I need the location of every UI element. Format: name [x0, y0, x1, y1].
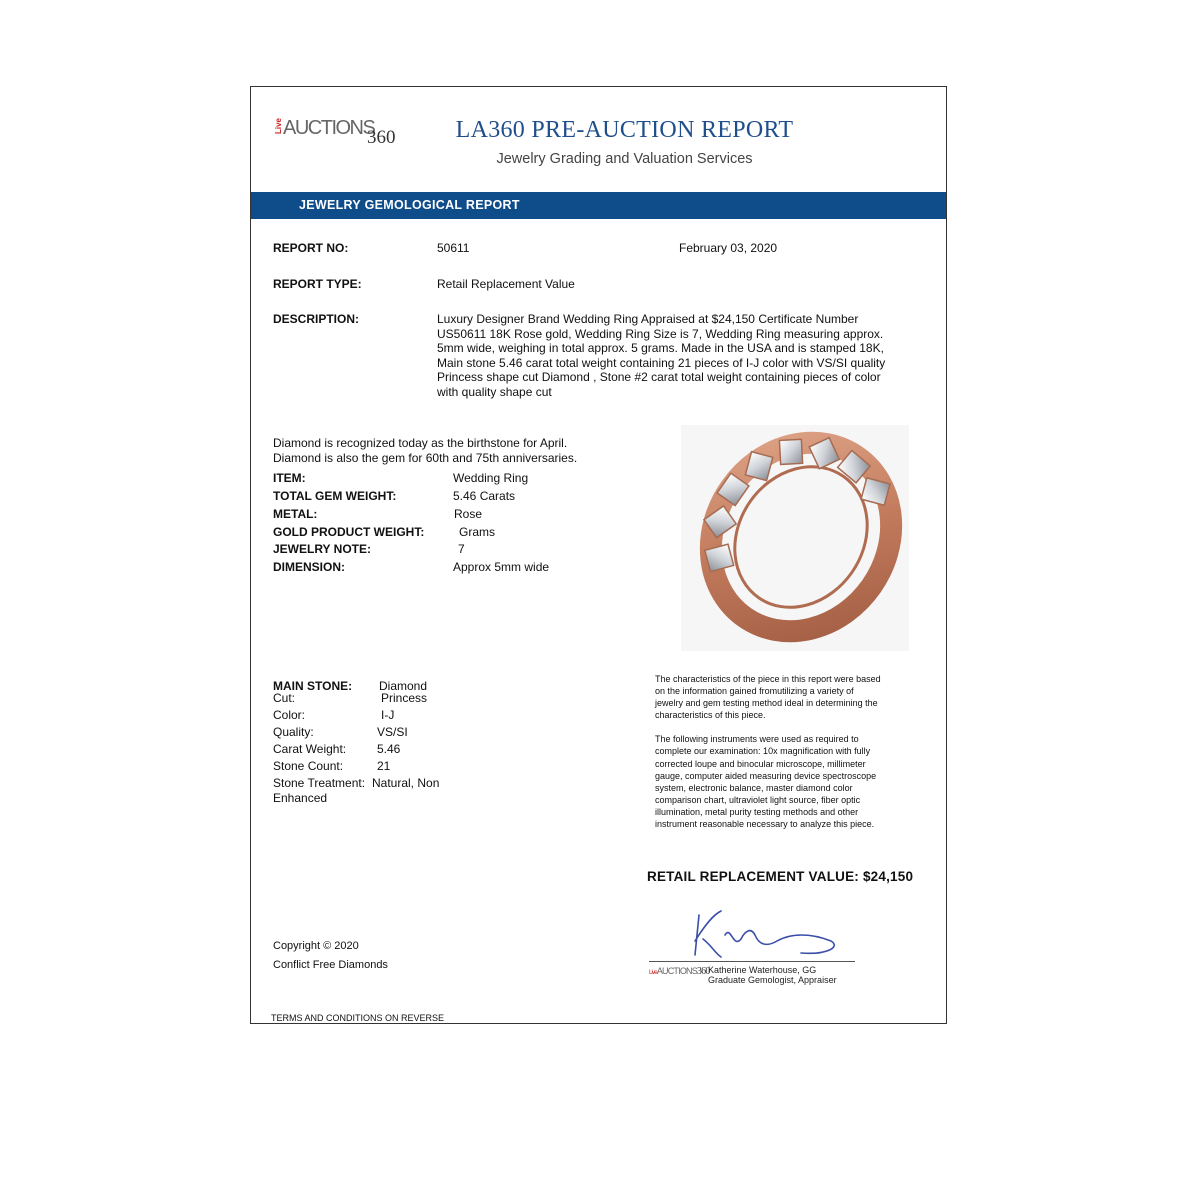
cut-value: Princess	[381, 691, 428, 705]
retail-replacement-value: RETAIL REPLACEMENT VALUE: $24,150	[647, 869, 914, 884]
appraiser-signature	[681, 905, 871, 965]
birthstone-line: Diamond is also the gem for 60th and 75th anniversaries.	[273, 450, 578, 465]
birthstone-note	[273, 436, 577, 465]
notes-line: jewelry and gem testing method ideal in determining the	[655, 698, 878, 709]
stone-count-label: Stone Count:	[273, 759, 344, 773]
spec-label-gold-weight: GOLD PRODUCT WEIGHT:	[273, 525, 425, 539]
mini-logo-360: 360	[696, 966, 710, 977]
treatment-value-cont: Enhanced	[273, 791, 328, 805]
quality-value: VS/SI	[377, 725, 408, 739]
description-line: Luxury Designer Brand Wedding Ring Appraised at $24,150 Certificate Number	[437, 312, 859, 326]
section-banner	[251, 192, 946, 219]
notes-line: complete our examination: 10x magnification with fully	[655, 746, 871, 757]
spec-value-gem-weight: 5.46 Carats	[453, 489, 516, 503]
carat-weight-label: Carat Weight:	[273, 742, 347, 756]
notes-line: The characteristics of the piece in this report were based	[655, 674, 881, 684]
notes-line: instrument reasonable necessary to analyze this piece.	[655, 819, 875, 830]
description-text	[437, 312, 907, 400]
characteristics-notes	[655, 673, 917, 830]
spec-label-metal: METAL:	[273, 507, 318, 521]
banner-text: JEWELRY GEMOLOGICAL REPORT	[299, 198, 520, 212]
ring-photo	[681, 425, 909, 651]
notes-line: on the information gained fromutilizing a variety of	[655, 686, 854, 697]
spec-value-item: Wedding Ring	[453, 471, 529, 485]
report-subtitle: Jewelry Grading and Valuation Services	[496, 151, 753, 167]
eternity-ring-image	[681, 425, 909, 651]
spec-label-gem-weight: TOTAL GEM WEIGHT:	[273, 489, 397, 503]
birthstone-line: Diamond is recognized today as the birthstone for April.	[273, 436, 568, 450]
description-line: 5mm wide, weighing in total approx. 5 grams. Made in the USA and is stamped 18K,	[437, 341, 884, 356]
description-line: Main stone 5.46 carat total weight containing 21 pieces of I-J color with VS/SI quality	[437, 355, 886, 370]
description-line: with quality shape cut	[437, 384, 552, 399]
signature-line	[649, 961, 855, 962]
color-value: I-J	[381, 708, 395, 722]
spec-label-item: ITEM:	[273, 471, 306, 485]
appraiser-name: Katherine Waterhouse, GG	[708, 965, 817, 975]
treatment-value: Natural, Non	[372, 776, 440, 790]
report-no-label: REPORT NO:	[273, 241, 349, 255]
cut-label: Cut:	[273, 691, 296, 705]
spec-label-dimension: DIMENSION:	[273, 560, 345, 574]
report-sheet	[250, 86, 947, 1024]
spec-value-gold-weight: Grams	[459, 525, 495, 539]
quality-label: Quality:	[273, 725, 314, 739]
spec-value-metal: Rose	[454, 507, 483, 521]
description-line: Princess shape cut Diamond , Stone #2 carat total weight containing pieces of color	[437, 370, 881, 385]
logo-360-text: 360	[367, 127, 396, 148]
report-no-value: 50611	[437, 241, 470, 255]
copyright-text: Copyright © 2020	[273, 940, 359, 952]
appraiser-info	[708, 965, 837, 985]
main-stone-value: Diamond	[379, 679, 428, 693]
report-date: February 03, 2020	[679, 241, 778, 255]
notes-line: characteristics of this piece.	[655, 710, 766, 721]
notes-line: comparison chart, ultraviolet light source, fiber optic	[655, 794, 861, 805]
description-label: DESCRIPTION:	[273, 312, 360, 326]
description-line: US50611 18K Rose gold, Wedding Ring Size is 7, Wedding Ring measuring approx.	[437, 326, 884, 341]
report-type-label: REPORT TYPE:	[273, 277, 362, 291]
report-title: LA360 PRE-AUCTION REPORT	[455, 117, 794, 143]
appraiser-logo	[649, 966, 710, 977]
terms-note: TERMS AND CONDITIONS ON REVERSE	[271, 1013, 445, 1023]
mini-logo-live: Live	[649, 970, 657, 976]
logo-auctions-text: AUCTIONS	[283, 117, 375, 139]
color-label: Color:	[273, 708, 306, 722]
mini-logo-auctions: AUCTIONS	[656, 966, 697, 976]
carat-weight-value: 5.46	[377, 742, 401, 756]
spec-value-dimension: Approx 5mm wide	[453, 560, 550, 574]
notes-line: The following instruments were used as required to	[655, 734, 859, 745]
main-stone-label: MAIN STONE:	[273, 679, 353, 693]
spec-value-note: 7	[458, 542, 465, 556]
logo-live-text: Live	[274, 118, 283, 135]
treatment-label: Stone Treatment:	[273, 776, 366, 790]
notes-line: corrected loupe and binocular microscope, millimeter	[655, 758, 866, 769]
report-type-value: Retail Replacement Value	[437, 277, 575, 291]
notes-line: gauge, computer aided measuring device spectroscope	[655, 770, 877, 781]
spec-label-note: JEWELRY NOTE:	[273, 542, 372, 556]
notes-line: illumination, metal purity testing methods and other	[655, 806, 859, 817]
notes-line: system, electronic balance, master diamond color	[655, 782, 853, 793]
conflict-free-text: Conflict Free Diamonds	[273, 959, 388, 971]
stone-count-value: 21	[377, 759, 391, 773]
appraiser-role: Graduate Gemologist, Appraiser	[708, 975, 837, 985]
